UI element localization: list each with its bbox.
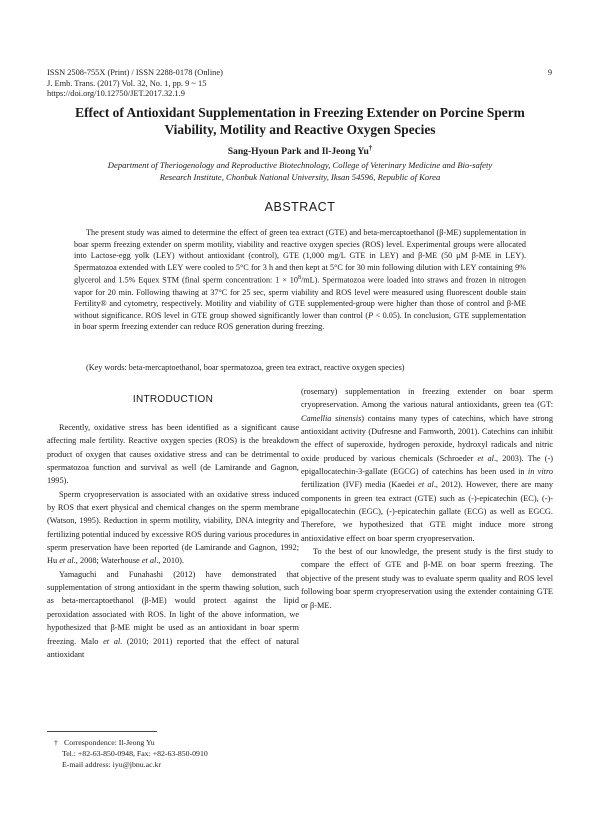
abstract-text-2: /mL). Spermatozoa were loaded into straws and frozen in nitrogen vapor for 20 min. Following thawing at 37°C for 25 sec, sperm viability and ROS level were measured using fluorescent double stain Fertility® and cytometry, respectively. Motility and viability of GTE supplemented-group were higher than those of control and β-ME without significance. ROS level in GTE group showed significantly lower than control ( bbox=[74, 276, 527, 320]
intro-paragraph-1 bbox=[47, 421, 299, 488]
citation-line: J. Emb. Trans. (2017) Vol. 32, No. 1, pp. 9 ~ 15 bbox=[47, 78, 207, 88]
in-vitro-italic: in vitro bbox=[527, 467, 554, 477]
footnote-line-1 bbox=[54, 737, 208, 748]
footnote-divider bbox=[47, 731, 157, 732]
abstract-heading: ABSTRACT bbox=[264, 200, 336, 214]
et-al-italic: et al bbox=[59, 556, 74, 566]
title-line-2: Viability, Motility and Reactive Oxygen Species bbox=[164, 122, 436, 137]
correspondence-footnote bbox=[54, 737, 208, 771]
abstract-text-1: The present study was aimed to determine the effect of green tea extract (GTE) and beta-mercaptoethanol (β-ME) supplementation in boar sperm freezing extender on sperm motility, viability and reactive oxygen species (ROS) level. Experimental groups were allocated into Lactose-egg yolk (LEY) without antioxidant (control), GTE (1,000 mg/L GTE in LEY) and β-ME (50 μM β-ME in LEY). Spermatozoa extended with LEY were cooled to 5°C for 3 h and then kept at 5°C for 30 min following dilution with LEY containing 9% glycerol and 1.5% Equex STM (final sperm concentration: 1 × 10 bbox=[74, 228, 526, 286]
left-column bbox=[47, 421, 299, 661]
intro-p4-text-b: ) contains many types of catechins, which have strong antioxidant activity (Dufresne and Farnworth, 2001). Catechins can inhibit the effect of superoxide, hydrogen peroxide, hydroxyl radicals and nitric oxide produced by various chemicals (Schroeder bbox=[301, 413, 553, 463]
intro-p2-text-b: ., 2008; Waterhouse bbox=[73, 556, 142, 566]
et-al-italic: et al bbox=[477, 453, 494, 463]
right-column bbox=[301, 385, 553, 612]
intro-paragraph-2 bbox=[47, 488, 299, 568]
intro-p2-text-c: ., 2010). bbox=[156, 556, 184, 566]
intro-paragraph-5 bbox=[301, 545, 553, 612]
intro-p4-text-a: (rosemary) supplementation in freezing extender on boar sperm cryopreservation. Among the various natural antioxidants, green tea (GT: bbox=[301, 387, 553, 410]
et-al-italic: et al bbox=[418, 480, 434, 490]
intro-p1-text: Recently, oxidative stress has been identified as a significant cause affecting male fertility. Reactive oxygen species (ROS) is the breakdown product of oxygen that causes oxidative stress and can be detrimental to spermatozoa function and survival as well (de Lamirande and Gagnon, 1995). bbox=[47, 423, 299, 486]
abstract-p-italic: P bbox=[368, 310, 374, 320]
title-line-1: Effect of Antioxidant Supplementation in Freezing Extender on Porcine Sperm bbox=[75, 105, 525, 120]
intro-p3-text-b: . (2010; 2011) reported that the effect of natural antioxidant bbox=[47, 636, 299, 659]
species-italic: Camellia sinensis bbox=[301, 413, 362, 423]
issn-line: ISSN 2508-755X (Print) / ISSN 2288-0178 (Online) bbox=[47, 68, 223, 77]
intro-p3-text-a: Yamaguchi and Funahashi (2012) have demonstrated that supplementation of strong antioxidant in the sperm thawing solution, such as beta-mercaptoethanol (β-ME) would protect against the lipid peroxidation associated with ROS. In light of the above information, we hypothesized that β-ME might be used as an antioxidant in boar sperm freezing. Malo bbox=[47, 569, 299, 646]
introduction-heading: INTRODUCTION bbox=[132, 394, 214, 405]
intro-p4-text-d: fertilization (IVF) media (Kaedei bbox=[301, 480, 419, 490]
affiliation bbox=[40, 160, 560, 183]
correspondence-name: Correspondence: Il-Jeong Yu bbox=[64, 738, 155, 747]
page-number: 9 bbox=[547, 68, 552, 77]
corresponding-mark: † bbox=[368, 144, 373, 152]
affiliation-line-1: Department of Theriogenology and Reproductive Biotechnology, College of Veterinary Medicine and Bio-safety bbox=[107, 160, 493, 170]
intro-paragraph-4 bbox=[301, 385, 553, 545]
et-al-italic: et al bbox=[141, 556, 157, 566]
doi-link[interactable]: https://doi.org/10.12750/JET.2017.32.1.9 bbox=[47, 89, 185, 98]
abstract-superscript: 8 bbox=[297, 275, 301, 282]
intro-p4-text-e: ., 2012). However, there are many components in green tea extract (GTE) such as (-)-epicatechin (EC), (-)-epigallocatechin (EGC), (-)-epicatechin gallate (ECG) as well as EGCG. Therefore, we hypothesized that GTE might induce more strong antioxidative effect on boar sperm cryopreservation. bbox=[301, 480, 554, 543]
journal-header bbox=[47, 68, 223, 100]
footnote-phone: Tel.: +82-63-850-0948, Fax: +82-63-850-0910 bbox=[62, 749, 208, 759]
footnote-email[interactable]: E-mail address: iyu@jbnu.ac.kr bbox=[62, 760, 161, 770]
intro-p2-text-a: Sperm cryopreservation is associated with an oxidative stress induced by ROS that exert physical and chemical changes on the sperm membrane (Watson, 1995). Reduction in sperm motility, viability, DNA integrity and fertilizing potential induced by excessive ROS during various procedures in sperm preservation have been reported (de Lamirande and Gagnon, 1992; Hu bbox=[47, 489, 299, 566]
dagger-icon: † bbox=[54, 738, 58, 747]
keywords: (Key words: beta-mercaptoethanol, boar spermatozoa, green tea extract, reactive oxygen species) bbox=[86, 363, 405, 372]
author-list bbox=[40, 144, 560, 157]
affiliation-line-2: Research Institute, Chonbuk National University, Iksan 54596, Republic of Korea bbox=[159, 171, 441, 182]
author-names: Sang-Hyoun Park and Il-Jeong Yu bbox=[227, 146, 369, 158]
abstract-text-3: < 0.05). In conclusion, GTE supplementation in boar sperm freezing extender can reduce ROS generation during freezing. bbox=[74, 310, 526, 332]
intro-p4-text-c: ., 2003). The (-) epigallocatechin-3-gallate (EGCG) of catechins has been used in bbox=[301, 453, 554, 477]
et-al-italic: et al bbox=[103, 636, 121, 646]
paper-title bbox=[40, 104, 560, 138]
intro-p5-text: To the best of our knowledge, the present study is the first study to compare the effect of GTE and β-ME on boar sperm freezing. The objective of the present study was to evaluate sperm quality and ROS level following boar sperm cryopreservation using the extender containing GTE or β-ME. bbox=[301, 547, 553, 610]
intro-paragraph-3 bbox=[47, 568, 299, 661]
abstract-body bbox=[74, 227, 526, 333]
